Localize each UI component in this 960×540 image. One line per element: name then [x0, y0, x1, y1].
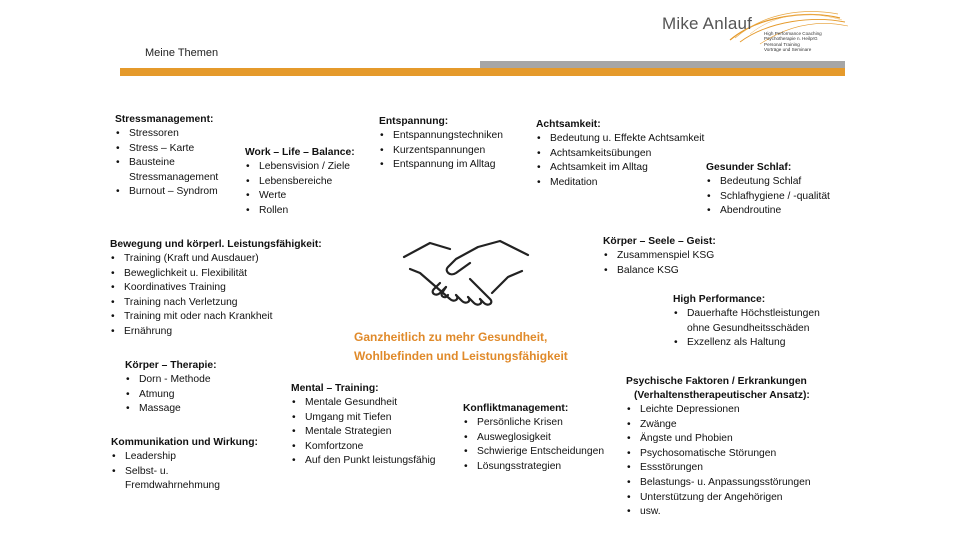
topic-stressmanagement: [115, 113, 218, 200]
list-item: • Bedeutung Schlaf: [706, 175, 830, 190]
list-item-continuation: Stressmanagement: [129, 171, 219, 183]
handshake-icon: [400, 233, 532, 319]
list-item: • Schwierige Entscheidungen: [463, 445, 604, 460]
topic-title: Körper – Seele – Geist:: [603, 236, 716, 247]
list-item: • Stress – Karte: [115, 142, 218, 157]
topic-gesunder-schlaf: [706, 161, 830, 219]
topic-entspannung: [379, 115, 503, 173]
topic-title: Stressmanagement:: [115, 114, 214, 125]
list-item: • Lösungsstrategien: [463, 460, 604, 475]
topic-title: Bewegung und körperl. Leistungsfähigkeit:: [110, 239, 322, 250]
list-item: • Atmung: [125, 388, 217, 403]
list-item: • Zusammenspiel KSG: [603, 249, 716, 264]
list-item: • Persönliche Krisen: [463, 416, 604, 431]
topic-title: Konfliktmanagement:: [463, 403, 569, 414]
list-item: • Schlafhygiene / -qualität: [706, 190, 830, 205]
list-item: • Ausweglosigkeit: [463, 431, 604, 446]
list-item: • Dorn - Methode: [125, 373, 217, 388]
brand-tagline: High Performance Coaching Psychotherapie n. HeilprG Personal Training Vorträge und Seminare: [764, 31, 822, 53]
topic-high-performance: [673, 293, 820, 351]
list-item: • Exzellenz als Haltung: [673, 336, 820, 351]
topic-koerper-therapie: [125, 359, 217, 417]
list-item: • Unterstützung der Angehörigen: [626, 491, 811, 506]
list-item: • Psychosomatische Störungen: [626, 447, 811, 462]
center-tagline: Ganzheitlich zu mehr Gesundheit, Wohlbefinden und Leistungsfähigkeit: [354, 330, 568, 363]
list-item: • Massage: [125, 402, 217, 417]
topic-bewegung: [110, 238, 322, 340]
list-item: • Leadership: [111, 450, 258, 465]
list-item: • Meditation: [536, 176, 704, 191]
list-item: • Achtsamkeit im Alltag: [536, 161, 704, 176]
topic-kommunikation: [111, 436, 258, 494]
list-item: • Bedeutung u. Effekte Achtsamkeit: [536, 132, 704, 147]
list-item: • Training mit oder nach Krankheit: [110, 310, 322, 325]
page-title: Meine Themen: [145, 47, 219, 59]
topic-title: Entspannung:: [379, 116, 449, 127]
topic-title: Work – Life – Balance:: [245, 147, 355, 158]
topic-psychische-faktoren: [626, 375, 811, 520]
list-item: • Dauerhafte Höchstleistungen: [673, 307, 820, 322]
list-item: • Lebensbereiche: [245, 175, 355, 190]
list-item: • Stressoren: [115, 127, 218, 142]
list-item-continuation: Fremdwahrnehmung: [125, 480, 221, 492]
list-item: • Belastungs- u. Anpassungsstörungen: [626, 476, 811, 491]
topic-title: Mental – Training:: [291, 383, 379, 394]
topic-subtitle: (Verhaltenstherapeutischer Ansatz):: [634, 390, 810, 401]
list-item: • Koordinatives Training: [110, 281, 322, 296]
topic-koerper-seele-geist: [603, 235, 716, 278]
brand-logo: [660, 8, 850, 68]
list-item: • Leichte Depressionen: [626, 403, 811, 418]
list-item: • Ernährung: [110, 325, 322, 340]
list-item: • Komfortzone: [291, 440, 436, 455]
topic-mental-training: [291, 382, 436, 469]
list-item: • Auf den Punkt leistungsfähig: [291, 454, 436, 469]
list-item: • Training (Kraft und Ausdauer): [110, 252, 322, 267]
topic-achtsamkeit: [536, 118, 704, 190]
list-item: • Training nach Verletzung: [110, 296, 322, 311]
topic-konfliktmanagement: [463, 402, 604, 474]
list-item: • Essstörungen: [626, 461, 811, 476]
list-item: • Kurzentspannungen: [379, 144, 503, 159]
list-item: • Lebensvision / Ziele: [245, 160, 355, 175]
topic-title: Psychische Faktoren / Erkrankungen: [626, 376, 807, 387]
list-item-continuation: ohne Gesundheitsschäden: [687, 322, 810, 334]
topic-title: Achtsamkeit:: [536, 119, 601, 130]
list-item: • Balance KSG: [603, 264, 716, 279]
list-item: • Abendroutine: [706, 204, 830, 219]
list-item: • Umgang mit Tiefen: [291, 411, 436, 426]
list-item: • Ängste und Phobien: [626, 432, 811, 447]
brand-name: Mike Anlauf: [662, 14, 753, 33]
list-item: • Mentale Gesundheit: [291, 396, 436, 411]
topic-work-life-balance: [245, 146, 355, 218]
list-item: • Selbst- u.: [111, 465, 258, 480]
topic-title: Kommunikation und Wirkung:: [111, 437, 258, 448]
list-item: • Werte: [245, 189, 355, 204]
list-item: • Zwänge: [626, 418, 811, 433]
list-item: • Bausteine: [115, 156, 218, 171]
list-item: • Entspannung im Alltag: [379, 158, 503, 173]
list-item: • Mentale Strategien: [291, 425, 436, 440]
header-bar-orange: [120, 68, 845, 76]
list-item: • usw.: [626, 505, 811, 520]
list-item: • Rollen: [245, 204, 355, 219]
topic-title: Körper – Therapie:: [125, 360, 217, 371]
list-item: • Achtsamkeitsübungen: [536, 147, 704, 162]
list-item: • Entspannungstechniken: [379, 129, 503, 144]
list-item: • Beweglichkeit u. Flexibilität: [110, 267, 322, 282]
topic-title: High Performance:: [673, 294, 766, 305]
topic-title: Gesunder Schlaf:: [706, 162, 792, 173]
list-item: • Burnout – Syndrom: [115, 185, 218, 200]
